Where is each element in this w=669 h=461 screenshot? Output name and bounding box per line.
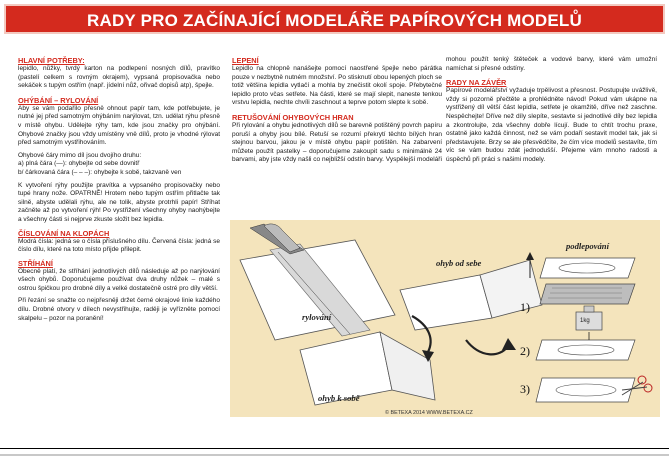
weight-label: 1kg (580, 318, 590, 324)
illustration-panel (230, 220, 660, 417)
label-ohyb-k-sobe: ohyb k sobě (318, 393, 360, 403)
copyright-footer: © BETEXA 2014 WWW.BETEXA.CZ (385, 410, 473, 416)
backing-step-3 (536, 376, 652, 402)
paragraph-strihani: Obecně platí, že stříhání jednotlivých dílů následuje až po narýlování všech ohybů. Doporučujeme používat dva druhy nůžek – malé s ostrou špičkou pro drobné díly a velké dostatečně ostré pro díly větší. (18, 267, 220, 292)
step-2-number: 2) (520, 344, 530, 358)
scoring-sheet-illustration (240, 224, 395, 340)
paragraph-continuation: mohou použít tenký štěteček a vodové barvy, které vám umožní namíchat si přesné odstíny. (446, 56, 657, 72)
column-left (18, 56, 220, 327)
backing-step-2 (536, 306, 635, 360)
bottom-rule (0, 448, 669, 449)
label-ohyb-od-sebe: ohyb od sebe (436, 258, 482, 268)
backing-step-1 (526, 252, 635, 304)
paragraph-strihani-2: Při řezání se snažte co nejpřesněji držet černé okrajové linie každého dílu. Drobné otvory v dílech nevystřihujte, raději je vyřízněte pomocí skalpelu – pozor na poranění! (18, 297, 220, 322)
paragraph-cary: Ohybové čáry mimo díl jsou dvojího druhu: (18, 151, 142, 159)
heading-lepeni: LEPENÍ (232, 56, 259, 65)
label-podlepovani: podlepování (566, 241, 609, 251)
bottom-band (0, 454, 669, 456)
paragraph-lepeni: Lepidlo na chlopně nanášejte pomocí naostřené špejle nebo párátka pouze v nezbytně nutném množství. Po stisknutí obou lepených ploch se totiž většina lepidla vytlačí a mohla by znečistit okolí spoje. Přebytečné lepidlo proto včas setřete. Na části, které se mají slepit, naneste tenkou vrstvu lepidla, nechte chvíli zaschnout a teprve potom slepte k sobě. (232, 65, 442, 107)
heading-ohybani: OHÝBÁNÍ – RYLOVÁNÍ (18, 95, 99, 105)
column-middle (232, 56, 442, 169)
heading-rady-na-zaver: RADY NA ZÁVĚR (446, 78, 507, 88)
step-3-number: 3) (520, 382, 530, 396)
paragraph-ohybani: Aby se vám podařilo přesně ohnout papír tam, kde potřebujete, je nutné jej před samotným ohýbáním narýlovat, tzn. udělat rýhu přesně v místě ohybu. Udělejte rýhy tam, kde jsou značky pro ohýbání. Ohybové značky jsou vždy umístěny vně dílů, proto je vhodné rýlovat před samotným vystřihováním. (18, 104, 220, 147)
heading-cislovani: ČÍSLOVÁNÍ NA KLOPÁCH (18, 228, 110, 238)
heading-hlavni-potreby: HLAVNÍ POTŘEBY: (18, 56, 85, 65)
paragraph-potreby: lepidlo, nůžky, tvrdý karton na podlepení nosných dílů, pravítko (pastelí celkem s rovným okrajem), vypsaná propisovačka nebo sekáček s tupým ostřím (např. jídelní nůž, ořivač dopisů atp), špejle. (18, 65, 220, 90)
paragraph-cislovani: Modrá čísla: jedná se o čísla příslušného dílu. Červená čísla: jedná se číslo dílu, které na toto místo přijde přilepit. (18, 237, 220, 254)
paragraph-ryhy: K vytvoření rýhy použijte pravítka a vypsaného propisovačky nebo tupé hrany nože. OPATRNĚ! Hrotem nebo tupým ostřím přitlačte tak silně, abyste udělali rýhu, ale ne tolik, abyste protrhli papír! Stříhat začněte až po vytvoření rýh! Po vystřižení všechny ohyby naohýbejte a všechny části si nejprve zkuste složit bez lepidla. (18, 181, 220, 223)
step-1-number: 1) (520, 300, 530, 314)
heading-strihani: STŘÍHÁNÍ (18, 258, 53, 268)
paragraph-retusovani: Při rylování a ohybu jednotlivých dílů se barevně potištěný povrch papíru poruší a ohyby jsou bílé. Retuší se rozumí překrytí těchto bílých hran stejnou barvou, jakou je v místě ohybu papír potištěn. Na zabarvení můžete použít pastelky – doporučujeme zakoupit sadu s minimálně 24 barvami, aby jste vždy našli co nejbližší odstín barvy. Vyspělejší modeláři (232, 121, 442, 164)
column-right (446, 56, 657, 169)
paragraph-zaver: Papírové modelářství vyžaduje trpělivost a přesnost. Postupujte uvážlivě, vždy si pozorně přečtěte a prohlédněte návod! Pokud vám ukápne na vystřižený díl větší část lepidla, setřete je okamžitě, dříve než zaschne. Nespěchejte! Dříve než díly slepíte, sestavte si jednotlivé díly bez lepidla a zkontrolujte, zda všechny dobře lícují. Bude to chtít trochu praxe, ostatně jako každá činnost, než se vám podaří sestavit model tak, jak si představujete. Brzy se ale přesvědčíte, že čím více modelů sestavíte, tím víc se vám budou zdát jednodušší. Přejeme vám mnoho radosti a úspěchů při práci s našimi modely. (446, 87, 657, 163)
label-rylovani: rylování (302, 312, 332, 322)
page-title: RADY PRO ZAČÍNAJÍCÍ MODELÁŘE PAPÍROVÝCH MODELŮ (4, 4, 665, 34)
heading-retusovani: RETUŠOVÁNÍ OHYBOVÝCH HRAN (232, 112, 354, 122)
paragraph-cara-b: b/ čárkovaná čára (– – –): ohybejte k sobě, takzvaně ven (18, 168, 182, 176)
paragraph-cara-a: a) plná čára (—): ohybejte od sebe dovnitř (18, 160, 140, 168)
